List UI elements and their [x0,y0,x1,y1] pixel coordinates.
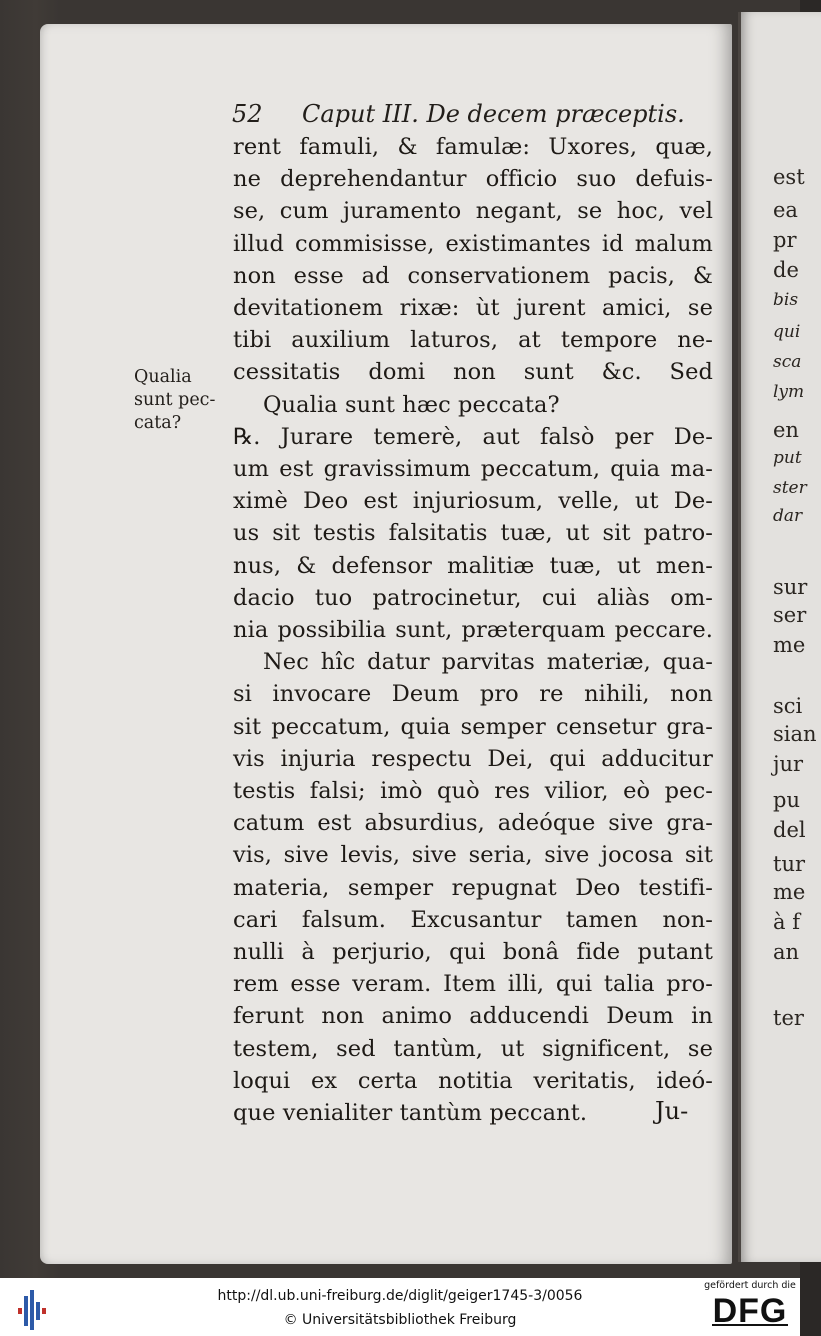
text-line: non esse ad conservationem pacis, & [233,262,713,289]
facing-page-fragment: ter [773,1006,804,1030]
text-line: si invocare Deum pro re nihili, non [233,681,713,708]
viewer-footer [0,1278,800,1336]
facing-page-fragment: est [773,165,805,189]
text-line: nia possibilia sunt, præterquam peccare. [233,617,713,643]
facing-page-fragment: ster [773,478,807,498]
side-note [134,366,244,435]
text-line: que venialiter tantùm peccant. [233,1100,588,1126]
text-line: se, cum juramento negant, se hoc, vel [233,198,713,225]
facing-page-fragment: pu [773,788,800,812]
facing-page-fragment: an [773,940,800,964]
facing-page-fragment: lym [773,382,805,402]
text-line: illud commisisse, existimantes id malum [233,230,713,257]
adjacent-page-edge [738,12,821,1262]
text-line: um est gravissimum peccatum, quia ma- [233,456,713,482]
facing-page-fragment: pr [773,228,797,252]
side-note-line: Qualia [134,367,192,387]
text-line: vis, sive levis, sive seria, sive jocosa sit [233,842,713,869]
text-line: ferunt non animo adducendi Deum in [233,1003,713,1030]
facing-page-fragment: me [773,880,806,904]
text-line: tibi auxilium laturos, at tempore ne- [233,327,713,354]
text-line: us sit testis falsitatis tuæ, ut sit patro- [233,520,713,547]
page-number: 52 [232,100,263,128]
text-line: Nec hîc datur parvitas materiæ, qua- [263,649,713,676]
facing-page-fragment: en [773,418,799,442]
facing-page-fragment: ea [773,198,798,222]
facing-page-fragment: del [773,818,806,842]
facing-page-fragment: me [773,633,806,657]
text-line: Qualia sunt hæc peccata? [263,391,560,418]
facing-page-fragment: sci [773,694,803,718]
text-line: devitationem rixæ: ùt jurent amici, se [233,295,713,321]
text-line: testem, sed tantùm, ut significent, se [233,1035,713,1062]
side-note-line: cata? [134,413,182,433]
facing-page-fragment: à f [773,910,800,934]
text-line: ℞. Jurare temerè, aut falsò per De- [233,423,713,450]
side-note-line: sunt pec- [134,390,216,410]
running-head [232,100,685,128]
facing-page-fragment: sian [773,722,817,746]
text-line: catum est absurdius, adeóque sive gra- [233,810,713,837]
dfg-logo: DFG [706,1292,794,1330]
facing-page-fragment: tur [773,852,806,876]
text-line: ximè Deo est injuriosum, velle, ut De- [233,488,713,515]
facing-page-fragment: ser [773,603,807,627]
text-line: sit peccatum, quia semper censetur gra- [233,713,713,740]
permalink-url[interactable]: http://dl.ub.uni-freiburg.de/diglit/geiger1745-3/0056 [217,1288,583,1304]
facing-page-fragment: sca [773,352,802,372]
copyright-notice: © Universitätsbibliothek Freiburg [283,1312,517,1328]
text-line: nulli à perjurio, qui bonâ fide putant [233,939,713,965]
facing-page-fragment: qui [773,322,801,342]
facing-page-fragment: sur [773,575,808,599]
text-line: testis falsi; imò quò res vilior, eò pec- [233,778,713,804]
text-line: materia, semper repugnat Deo testifi- [233,874,713,901]
text-line: rent famuli, & famulæ: Uxores, quæ, [233,134,713,160]
facing-page-fragment: de [773,258,799,282]
text-line: loqui ex certa notitia veritatis, ideó- [233,1067,713,1094]
funding-caption: gefördert durch die [704,1280,796,1291]
text-line: dacio tuo patrocinetur, cui aliàs om- [233,584,713,611]
facing-page-fragment: bis [773,290,799,310]
facing-page-fragment: dar [773,506,803,526]
text-line: cessitatis domi non sunt &c. Sed [233,359,713,386]
text-line: cari falsum. Excusantur tamen non- [233,906,713,933]
facing-page-fragment: put [773,448,802,468]
facing-page-fragment: jur [773,752,804,776]
text-line: ne deprehendantur officio suo defuis- [233,166,713,193]
catchword: Ju- [655,1097,689,1125]
text-line: rem esse veram. Item illi, qui talia pro- [233,971,713,998]
chapter-title: Caput III. De decem præceptis. [302,100,685,128]
text-line: nus, & defensor malitiæ tuæ, ut men- [233,552,713,579]
text-line: vis injuria respectu Dei, qui adducitur [233,745,713,772]
